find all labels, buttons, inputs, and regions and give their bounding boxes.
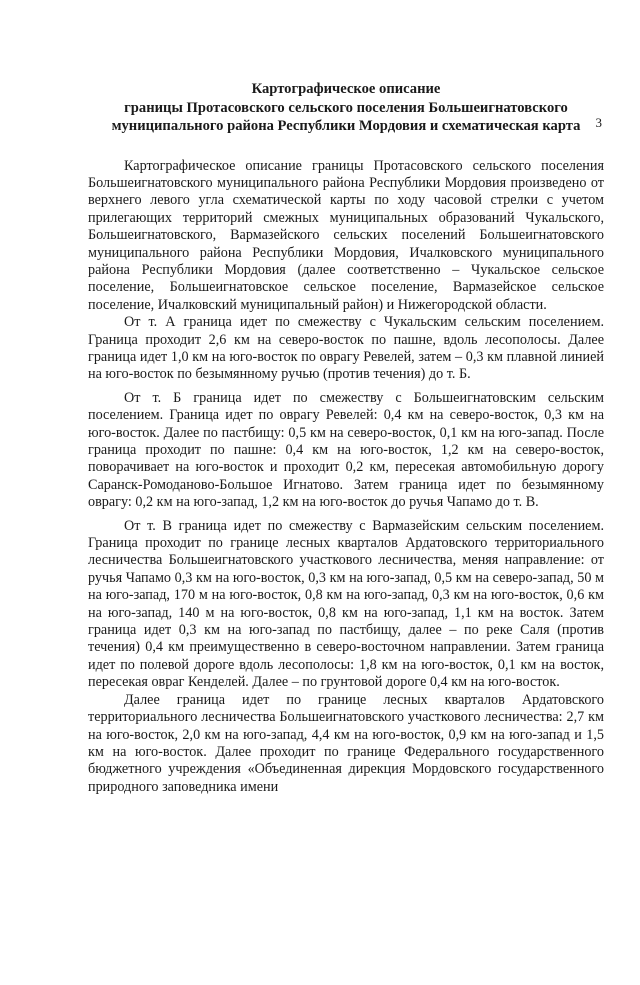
paragraph: От т. А граница идет по смежеству с Чукальским сельским поселением. Граница проходит 2,6 км на северо-восток по пашне, вдоль лесополосы. Далее граница идет 1,0 км на юго-восток по оврагу Ревелей, затем – 0,3 км плавной линией на юго-восток по безымянному ручью (против течения) до т. Б.	[88, 314, 604, 383]
paragraph: От т. Б граница идет по смежеству с Большеигнатовским сельским поселением. Граница идет по оврагу Ревелей: 0,4 км на северо-восток, 0,3 км на юго-восток. Далее по пастбищу: 0,5 км на северо-восток, 0,1 км на юго-запад. После граница проходит по пашне: 0,4 км на юго-восток, 1,2 км на северо-восток, поворачивает на юго-восток и проходит 0,2 км, пересекая автомобильную дорогу Саранск-Ромоданово-Большое Игнатово. Затем граница идет по безымянному оврагу: 0,2 км на юго-запад, 1,2 км на юго-восток до ручья Чапамо до т. В.	[88, 389, 604, 511]
title-line-1: Картографическое описание	[251, 81, 441, 97]
document-page	[0, 80, 640, 985]
document-body	[88, 158, 604, 797]
paragraph: Картографическое описание границы Протасовского сельского поселения Большеигнатовского муниципального района Республики Мордовия произведено от верхнего левого угла схематической карты по ходу часовой стрелки с учетом прилегающих территорий смежных муниципальных образований Чукальского, Большеигнатовского, Вармазейского сельских поселений Большеигнатовского муниципального района Республики Мордовия, Ичалковского муниципального района Республики Мордовия (далее соответственно – Чукальское сельское поселение, Большеигнатовское сельское поселение, Вармазейское сельское поселение, Ичалковский муниципальный район) и Нижегородской области.	[88, 157, 604, 313]
title-line-2: границы Протасовского сельского поселения Большеигнатовского	[124, 99, 568, 116]
page-number: 3	[595, 115, 602, 130]
paragraph: От т. В граница идет по смежеству с Вармазейским сельским поселением. Граница проходит по границе лесных кварталов Ардатовского территориального лесничества Большеигнатовского участкового лесничества, меняя направление: от ручья Чапамо 0,3 км на юго-восток, 0,3 км на юго-запад, 0,5 км на северо-запад, 50 м на юго-запад, 170 м на юго-восток, 0,8 км на юго-запад, 0,3 км на юго-восток, 0,6 км на юго-запад, 140 м на юго-восток, 0,8 км на юго-запад, 1,1 км на восток. Затем граница идет 0,3 км на юго-запад по пастбищу, далее – по реке Саля (против течения) 0,4 км преимущественно в северо-восточном направлении. Затем граница идет по полевой дороге вдоль лесополосы: 1,8 км на юго-восток, 0,1 км на восток, пересекая овраг Кенделей. Далее – по грунтовой дороге 0,4 км на юго-восток.	[88, 517, 604, 691]
title-line-3: муниципального района Республики Мордовия и схематическая карта	[111, 118, 581, 134]
paragraph: Далее граница идет по границе лесных кварталов Ардатовского территориального лесничества Большеигнатовского участкового лесничества: 2,7 км на юго-восток, 2,0 км на юго-запад, 4,4 км на юго-восток, 0,9 км на юго-запад и 1,5 км на юго-восток. Далее проходит по границе Федерального государственного бюджетного учреждения «Объединенная дирекция Мордовского государственного природного заповедника имени	[88, 691, 604, 795]
document-title	[88, 80, 604, 136]
